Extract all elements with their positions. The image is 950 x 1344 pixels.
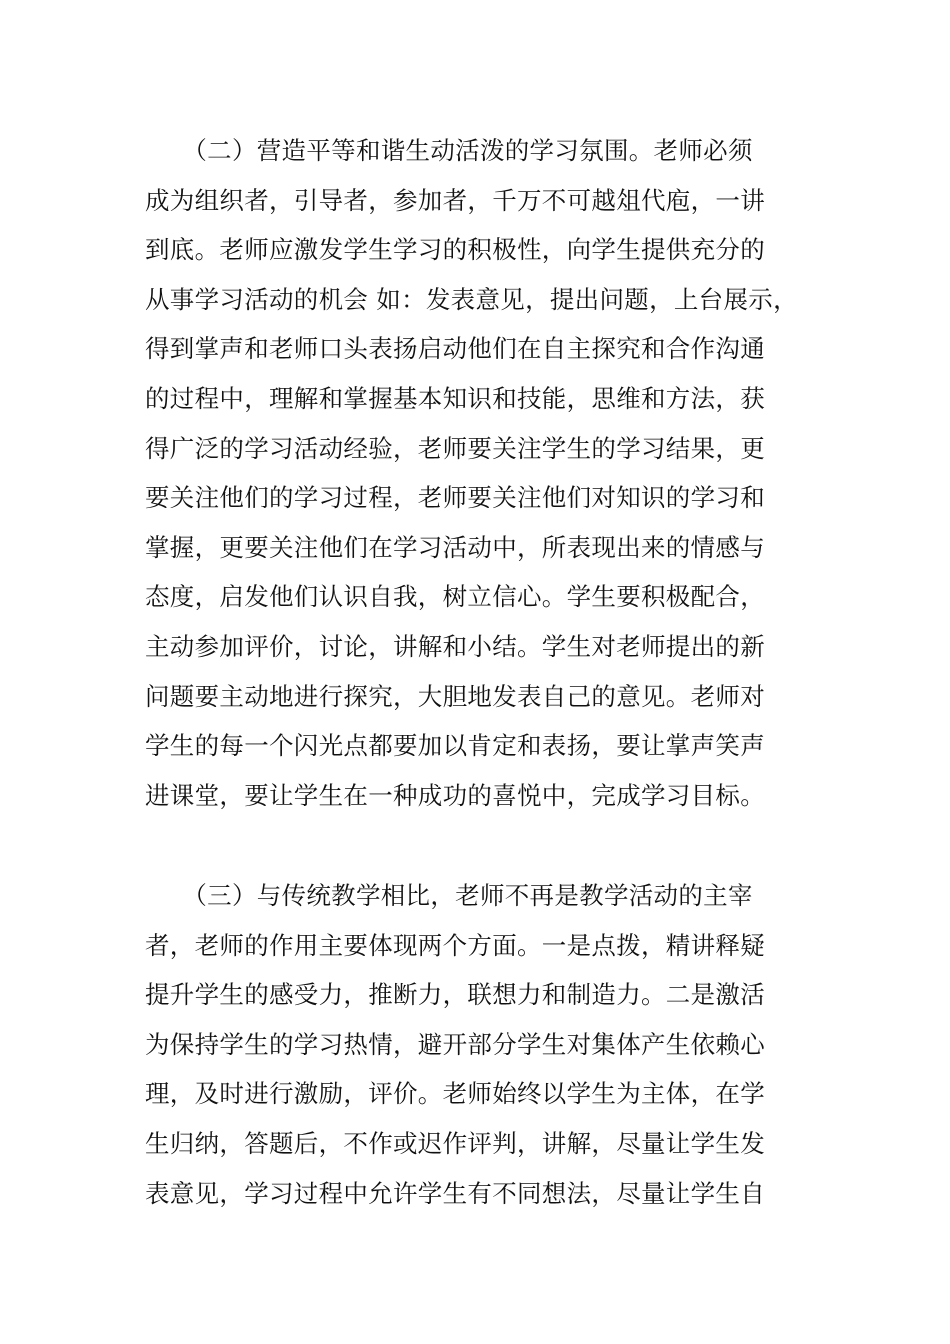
text-line: 掌握，更要关注他们在学习活动中，所表现出来的情感与 <box>145 532 765 562</box>
text-line: 要关注他们的学习过程，老师要关注他们对知识的学习和 <box>145 483 765 513</box>
text-line: （三）与传统教学相比，老师不再是教学活动的主宰 <box>145 881 753 910</box>
text-line: 为保持学生的学习热情，避开部分学生对集体产生依赖心 <box>145 1029 765 1059</box>
text-line: 到底。老师应激发学生学习的积极性，向学生提供充分的 <box>145 235 765 265</box>
text-line: 得广泛的学习活动经验，老师要关注学生的学习结果，更 <box>145 433 765 463</box>
text-line: 主动参加评价，讨论，讲解和小结。学生对老师提出的新 <box>145 631 765 661</box>
text-line: 学生的每一个闪光点都要加以肯定和表扬，要让掌声笑声 <box>145 731 765 761</box>
text-line: 进课堂，要让学生在一种成功的喜悦中，完成学习目标。 <box>145 780 765 810</box>
text-line: 的过程中，理解和掌握基本知识和技能，思维和方法，获 <box>145 383 765 413</box>
text-line: （二）营造平等和谐生动活泼的学习氛围。老师必须 <box>145 136 753 165</box>
text-line: 生归纳，答题后，不作或迟作评判，讲解，尽量让学生发 <box>145 1128 765 1158</box>
text-line: 表意见，学习过程中允许学生有不同想法，尽量让学生自 <box>145 1178 765 1208</box>
text-line: 得到掌声和老师口头表扬启动他们在自主探究和合作沟通 <box>145 334 765 364</box>
text-line: 理，及时进行激励，评价。老师始终以学生为主体，在学 <box>145 1079 765 1109</box>
text-line: 态度，启发他们认识自我，树立信心。学生要积极配合， <box>145 582 765 612</box>
text-line: 提升学生的感受力，推断力，联想力和制造力。二是激活 <box>145 980 765 1010</box>
text-line: 成为组织者，引导者，参加者，千万不可越俎代庖，一讲 <box>145 185 765 215</box>
text-line: 者，老师的作用主要体现两个方面。一是点拨，精讲释疑 <box>145 930 765 960</box>
text-line: 从事学习活动的机会 如：发表意见，提出问题，上台展示， <box>145 284 798 314</box>
paragraph-section-2 <box>145 126 825 820</box>
paragraph-section-3 <box>145 871 825 1218</box>
text-line: 问题要主动地进行探究，大胆地发表自己的意见。老师对 <box>145 681 765 711</box>
